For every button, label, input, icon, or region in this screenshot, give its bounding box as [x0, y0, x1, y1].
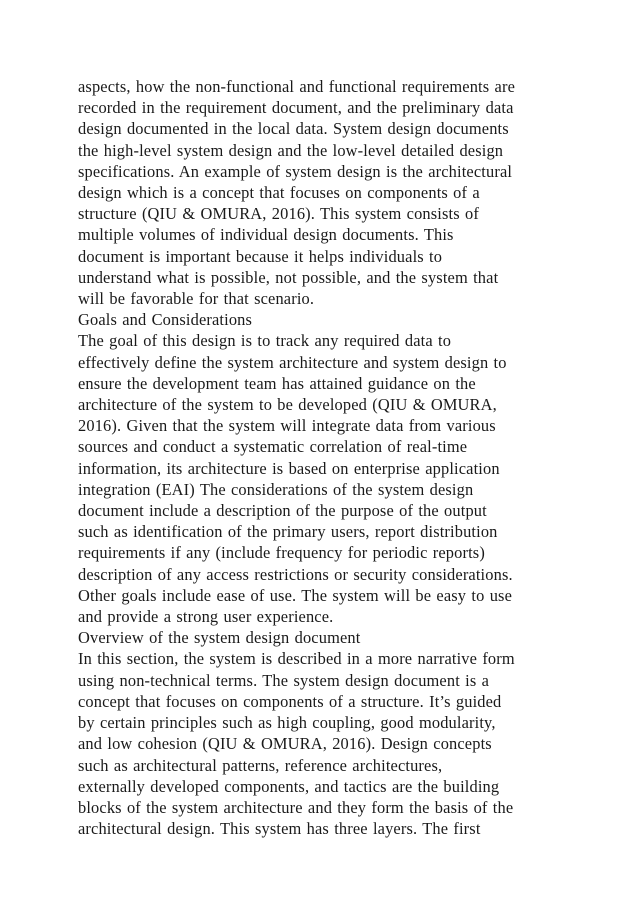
- section-heading-goals: Goals and Considerations: [78, 310, 253, 330]
- text-line: Other goals include ease of use. The system will be easy to use: [78, 585, 512, 605]
- text-line: 2016). Given that the system will integrate data from various: [78, 416, 496, 436]
- text-line: externally developed components, and tactics are the building: [78, 776, 500, 796]
- text-line: using non-technical terms. The system design document is a: [78, 670, 490, 690]
- text-line: will be favorable for that scenario.: [78, 289, 315, 309]
- text-line: recorded in the requirement document, and the preliminary data: [78, 98, 514, 118]
- text-line: structure (QIU & OMURA, 2016). This system consists of: [78, 204, 479, 224]
- text-line: and provide a strong user experience.: [78, 607, 334, 627]
- text-line: blocks of the system architecture and they form the basis of the: [78, 797, 514, 817]
- text-line: information, its architecture is based on enterprise application: [78, 458, 500, 478]
- text-line: sources and conduct a systematic correlation of real-time: [78, 437, 468, 457]
- text-line: such as identification of the primary users, report distribution: [78, 522, 498, 542]
- text-line: concept that focuses on components of a structure. It’s guided: [78, 691, 502, 711]
- text-line: by certain principles such as high coupling, good modularity,: [78, 713, 496, 733]
- text-line: effectively define the system architecture and system design to: [78, 352, 507, 372]
- text-line: understand what is possible, not possible, and the system that: [78, 267, 499, 287]
- text-line: In this section, the system is described in a more narrative form: [78, 649, 515, 669]
- text-line: design documented in the local data. System design documents: [78, 119, 509, 139]
- body-text: [78, 76, 578, 839]
- text-line: such as architectural patterns, reference architectures,: [78, 755, 443, 775]
- text-line: The goal of this design is to track any required data to: [78, 331, 452, 351]
- text-line: integration (EAI) The considerations of the system design: [78, 479, 474, 499]
- text-line: aspects, how the non-functional and functional requirements are: [78, 77, 515, 96]
- text-line: architectural design. This system has three layers. The first: [78, 819, 481, 839]
- text-line: document include a description of the purpose of the output: [78, 501, 487, 521]
- text-line: requirements if any (include frequency for periodic reports): [78, 543, 485, 563]
- text-line: document is important because it helps individuals to: [78, 246, 443, 266]
- text-line: design which is a concept that focuses on components of a: [78, 183, 480, 203]
- text-line: ensure the development team has attained guidance on the: [78, 373, 476, 393]
- text-line: the high-level system design and the low-level detailed design: [78, 140, 504, 160]
- text-line: architecture of the system to be developed (QIU & OMURA,: [78, 395, 497, 415]
- section-heading-overview: Overview of the system design document: [78, 628, 361, 648]
- text-line: description of any access restrictions or security considerations.: [78, 564, 513, 584]
- text-line: specifications. An example of system design is the architectural: [78, 161, 513, 181]
- text-line: multiple volumes of individual design documents. This: [78, 225, 454, 245]
- text-line: and low cohesion (QIU & OMURA, 2016). Design concepts: [78, 734, 492, 754]
